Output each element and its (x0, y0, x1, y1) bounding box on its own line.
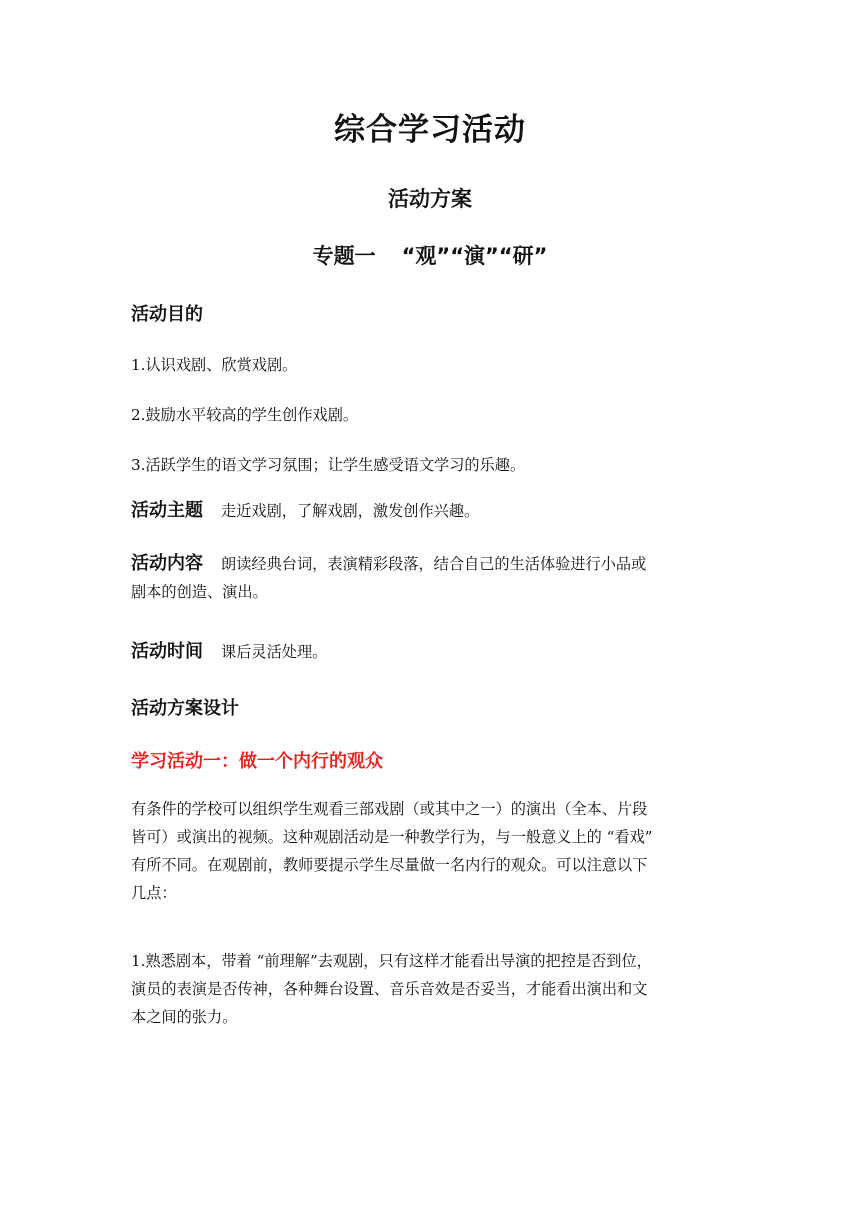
theme-section (131, 497, 743, 525)
document-subtitle: 活动方案 (388, 187, 472, 211)
design-heading: 活动方案设计 (131, 698, 239, 719)
document-title: 综合学习活动 (334, 112, 526, 148)
purpose-item-2: 2.鼓励水平较高的学生创作戏剧。 (131, 406, 359, 424)
content-text-line-1: 朗读经典台词，表演精彩段落，结合自己的生活体验进行小品或 (221, 555, 647, 573)
purpose-item-1: 1.认识戏剧、欣赏戏剧。 (131, 356, 298, 374)
intro-line-3: 有所不同。在观剧前，教师要提示学生尽量做一名内行的观众。可以注意以下 (131, 856, 648, 874)
activity-1-intro (131, 795, 743, 907)
time-text: 课后灵活处理。 (221, 643, 328, 661)
intro-line-1: 有条件的学校可以组织学生观看三部戏剧（或其中之一）的演出（全本、片段 (131, 800, 648, 818)
point-1-line-1: 1.熟悉剧本，带着 “前理解”去观剧，只有这样才能看出导演的把控是否到位， (131, 952, 652, 970)
intro-line-4: 几点： (131, 884, 177, 902)
point-1-line-3: 本之间的张力。 (131, 1008, 238, 1026)
theme-heading: 活动主题 (131, 500, 203, 521)
topic-title (0, 240, 860, 270)
purpose-heading: 活动目的 (131, 304, 203, 325)
activity-1-point-1 (131, 947, 743, 1031)
purpose-item-3: 3.活跃学生的语文学习氛围；让学生感受语文学习的乐趣。 (131, 456, 526, 474)
content-heading: 活动内容 (131, 553, 203, 574)
time-section (131, 638, 743, 666)
time-heading: 活动时间 (131, 641, 203, 662)
point-1-line-2: 演员的表演是否传神，各种舞台设置、音乐音效是否妥当，才能看出演出和文 (131, 980, 648, 998)
content-text-line-2: 剧本的创造、演出。 (131, 583, 268, 601)
intro-line-2: 皆可）或演出的视频。这种观剧活动是一种教学行为，与一般意义上的 “看戏” (131, 828, 653, 846)
topic-name: “观”“演”“研” (401, 244, 548, 268)
topic-prefix: 专题一 (312, 244, 376, 268)
activity-1-heading: 学习活动一：做一个内行的观众 (131, 751, 383, 772)
theme-text: 走近戏剧，了解戏剧，激发创作兴趣。 (221, 502, 480, 520)
content-section (131, 550, 743, 606)
